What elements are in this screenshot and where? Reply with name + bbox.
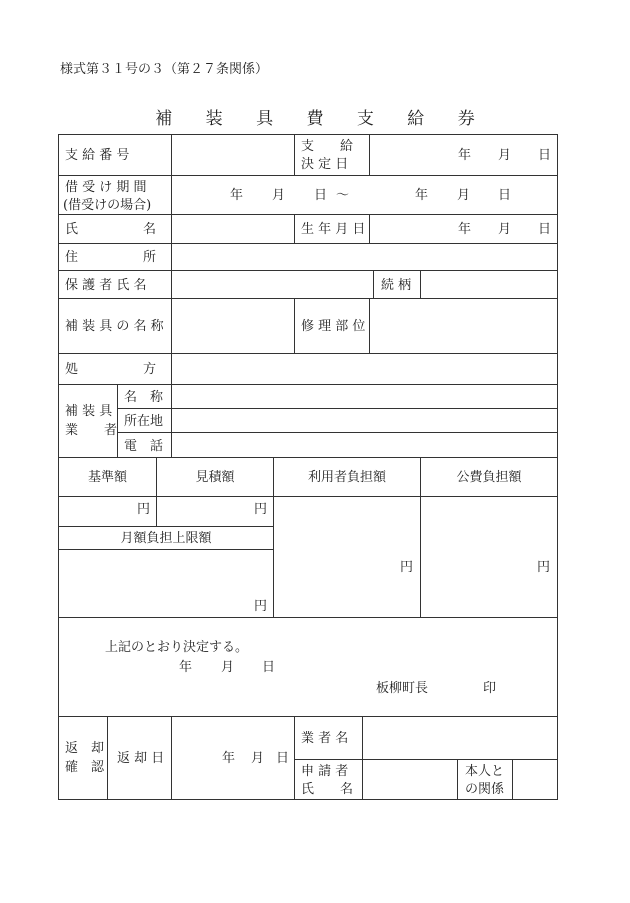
cell-vendor-phone-value[interactable] xyxy=(171,432,558,458)
decision-month: 月 xyxy=(498,148,512,163)
vendor-label-line1: 補 装 具 xyxy=(65,404,113,419)
lease-end-year: 年 xyxy=(415,188,429,203)
cell-monthly-cap-value[interactable] xyxy=(58,549,274,618)
cell-repair-part-label xyxy=(294,298,370,354)
decision-stmt-day: 日 xyxy=(262,660,276,675)
name-label: 氏 名 xyxy=(65,222,157,237)
cell-standard-amount-header xyxy=(58,457,157,497)
decision-date-label-line2: 決 定 日 xyxy=(301,157,349,172)
vendor-label-line2: 業 者 xyxy=(65,423,118,438)
cell-applicant-label xyxy=(294,759,363,800)
cell-decision-date-value[interactable] xyxy=(369,134,558,176)
cell-prescription-value[interactable] xyxy=(171,353,558,385)
cell-monthly-cap-label xyxy=(58,526,274,550)
cell-lease-period-value[interactable] xyxy=(171,175,558,215)
birth-year: 年 xyxy=(458,222,472,237)
birthdate-label: 生 年 月 日 xyxy=(301,222,366,237)
user-burden-label: 利用者負担額 xyxy=(307,470,386,485)
applicant-label-line1: 申 請 者 xyxy=(301,764,349,779)
cell-device-name-label xyxy=(58,298,172,354)
address-label: 住 所 xyxy=(65,250,157,265)
cell-device-name-value[interactable] xyxy=(171,298,295,354)
cell-return-date-label xyxy=(107,716,172,800)
cell-public-burden-header xyxy=(420,457,558,497)
cell-birthdate-label xyxy=(294,214,370,244)
relationship-label-line2: の関係 xyxy=(465,782,505,797)
lease-period-label-line1: 借 受 け 期 間 xyxy=(65,180,147,195)
repair-part-label: 修 理 部 位 xyxy=(301,319,366,334)
cell-prescription-label xyxy=(58,353,172,385)
guardian-label: 保 護 者 氏 名 xyxy=(65,278,147,293)
cell-vendor-name2-value[interactable] xyxy=(362,716,558,760)
form-number: 様式第３１号の３（第２７条関係） xyxy=(60,62,269,77)
return-date-label: 返 却 日 xyxy=(117,751,165,766)
cell-name-value[interactable] xyxy=(171,214,295,244)
return-day: 日 xyxy=(276,751,290,766)
public-burden-yen: 円 xyxy=(536,560,550,575)
cell-vendor-phone-label xyxy=(117,432,172,458)
estimate-label: 見積額 xyxy=(195,470,235,485)
return-confirm-label-line1: 返 却 xyxy=(65,741,105,756)
cell-vendor-name-label xyxy=(117,384,172,409)
decision-day: 日 xyxy=(538,148,552,163)
return-month: 月 xyxy=(251,751,265,766)
birth-day: 日 xyxy=(538,222,552,237)
decision-stmt-month: 月 xyxy=(221,660,235,675)
user-burden-yen: 円 xyxy=(399,560,413,575)
birth-month: 月 xyxy=(498,222,512,237)
applicant-label-line2: 氏 名 xyxy=(301,782,354,797)
cell-return-confirm-label xyxy=(58,716,108,800)
lease-tilde: ～ xyxy=(336,188,350,203)
cell-vendor-location-label xyxy=(117,408,172,433)
cell-address-value[interactable] xyxy=(171,243,558,271)
standard-amount-yen: 円 xyxy=(136,502,150,517)
cell-guardian-label xyxy=(58,270,172,299)
cell-estimate-header xyxy=(156,457,274,497)
cell-vendor-location-value[interactable] xyxy=(171,408,558,433)
lease-start-day: 日 xyxy=(314,188,328,203)
relation-label: 続 柄 xyxy=(381,278,412,293)
cell-lease-period-label xyxy=(58,175,172,215)
vendor-phone-label: 電 話 xyxy=(124,439,164,454)
vendor-location-label: 所在地 xyxy=(124,414,164,429)
lease-end-day: 日 xyxy=(498,188,512,203)
cell-issue-number-label xyxy=(58,134,172,176)
lease-start-month: 月 xyxy=(272,188,286,203)
mayor-title: 板柳町長 xyxy=(376,681,429,696)
return-year: 年 xyxy=(222,751,236,766)
lease-end-month: 月 xyxy=(457,188,471,203)
cell-vendor-label xyxy=(58,384,118,458)
lease-start-year: 年 xyxy=(230,188,244,203)
public-burden-label: 公費負担額 xyxy=(456,470,522,485)
cell-guardian-value[interactable] xyxy=(171,270,374,299)
cell-estimate-value[interactable] xyxy=(156,496,274,527)
decision-stmt-year: 年 xyxy=(179,660,193,675)
cell-relationship-label xyxy=(457,759,513,800)
decision-statement: 上記のとおり決定する。 xyxy=(105,640,249,655)
cell-applicant-value[interactable] xyxy=(362,759,458,800)
decision-year: 年 xyxy=(458,148,472,163)
prescription-label: 処 方 xyxy=(65,362,157,377)
monthly-cap-label: 月額負担上限額 xyxy=(120,531,212,546)
cell-relation-label xyxy=(373,270,421,299)
vendor-name-label: 名 称 xyxy=(124,390,164,405)
cell-return-date-value[interactable] xyxy=(171,716,295,800)
cell-name-label xyxy=(58,214,172,244)
estimate-yen: 円 xyxy=(253,502,267,517)
cell-relationship-value[interactable] xyxy=(512,759,558,800)
device-name-label: 補 装 具 の 名 称 xyxy=(65,319,164,334)
cell-vendor-name2-label xyxy=(294,716,363,760)
cell-user-burden-header xyxy=(273,457,421,497)
cell-repair-part-value[interactable] xyxy=(369,298,558,354)
cell-birthdate-value[interactable] xyxy=(369,214,558,244)
cell-relation-value[interactable] xyxy=(420,270,558,299)
seal-mark: 印 xyxy=(483,681,497,696)
return-confirm-label-line2: 確 認 xyxy=(65,760,105,775)
cell-issue-number-value[interactable] xyxy=(171,134,295,176)
cell-decision-block xyxy=(58,617,558,717)
standard-amount-label: 基準額 xyxy=(87,470,127,485)
issue-number-label: 支 給 番 号 xyxy=(65,148,130,163)
cell-standard-amount-value[interactable] xyxy=(58,496,157,527)
vendor-name2-label: 業 者 名 xyxy=(301,731,349,746)
cell-decision-date-label xyxy=(294,134,370,176)
decision-date-label-line1: 支 給 xyxy=(301,139,354,154)
monthly-cap-yen: 円 xyxy=(253,599,267,614)
lease-period-label-line2: (借受けの場合) xyxy=(63,198,152,213)
cell-public-burden-value[interactable] xyxy=(420,496,558,618)
cell-user-burden-value[interactable] xyxy=(273,496,421,618)
cell-address-label xyxy=(58,243,172,271)
relationship-label-line1: 本人と xyxy=(465,764,505,779)
cell-vendor-name-value[interactable] xyxy=(171,384,558,409)
page-title: 補 装 具 費 支 給 券 xyxy=(155,109,489,129)
